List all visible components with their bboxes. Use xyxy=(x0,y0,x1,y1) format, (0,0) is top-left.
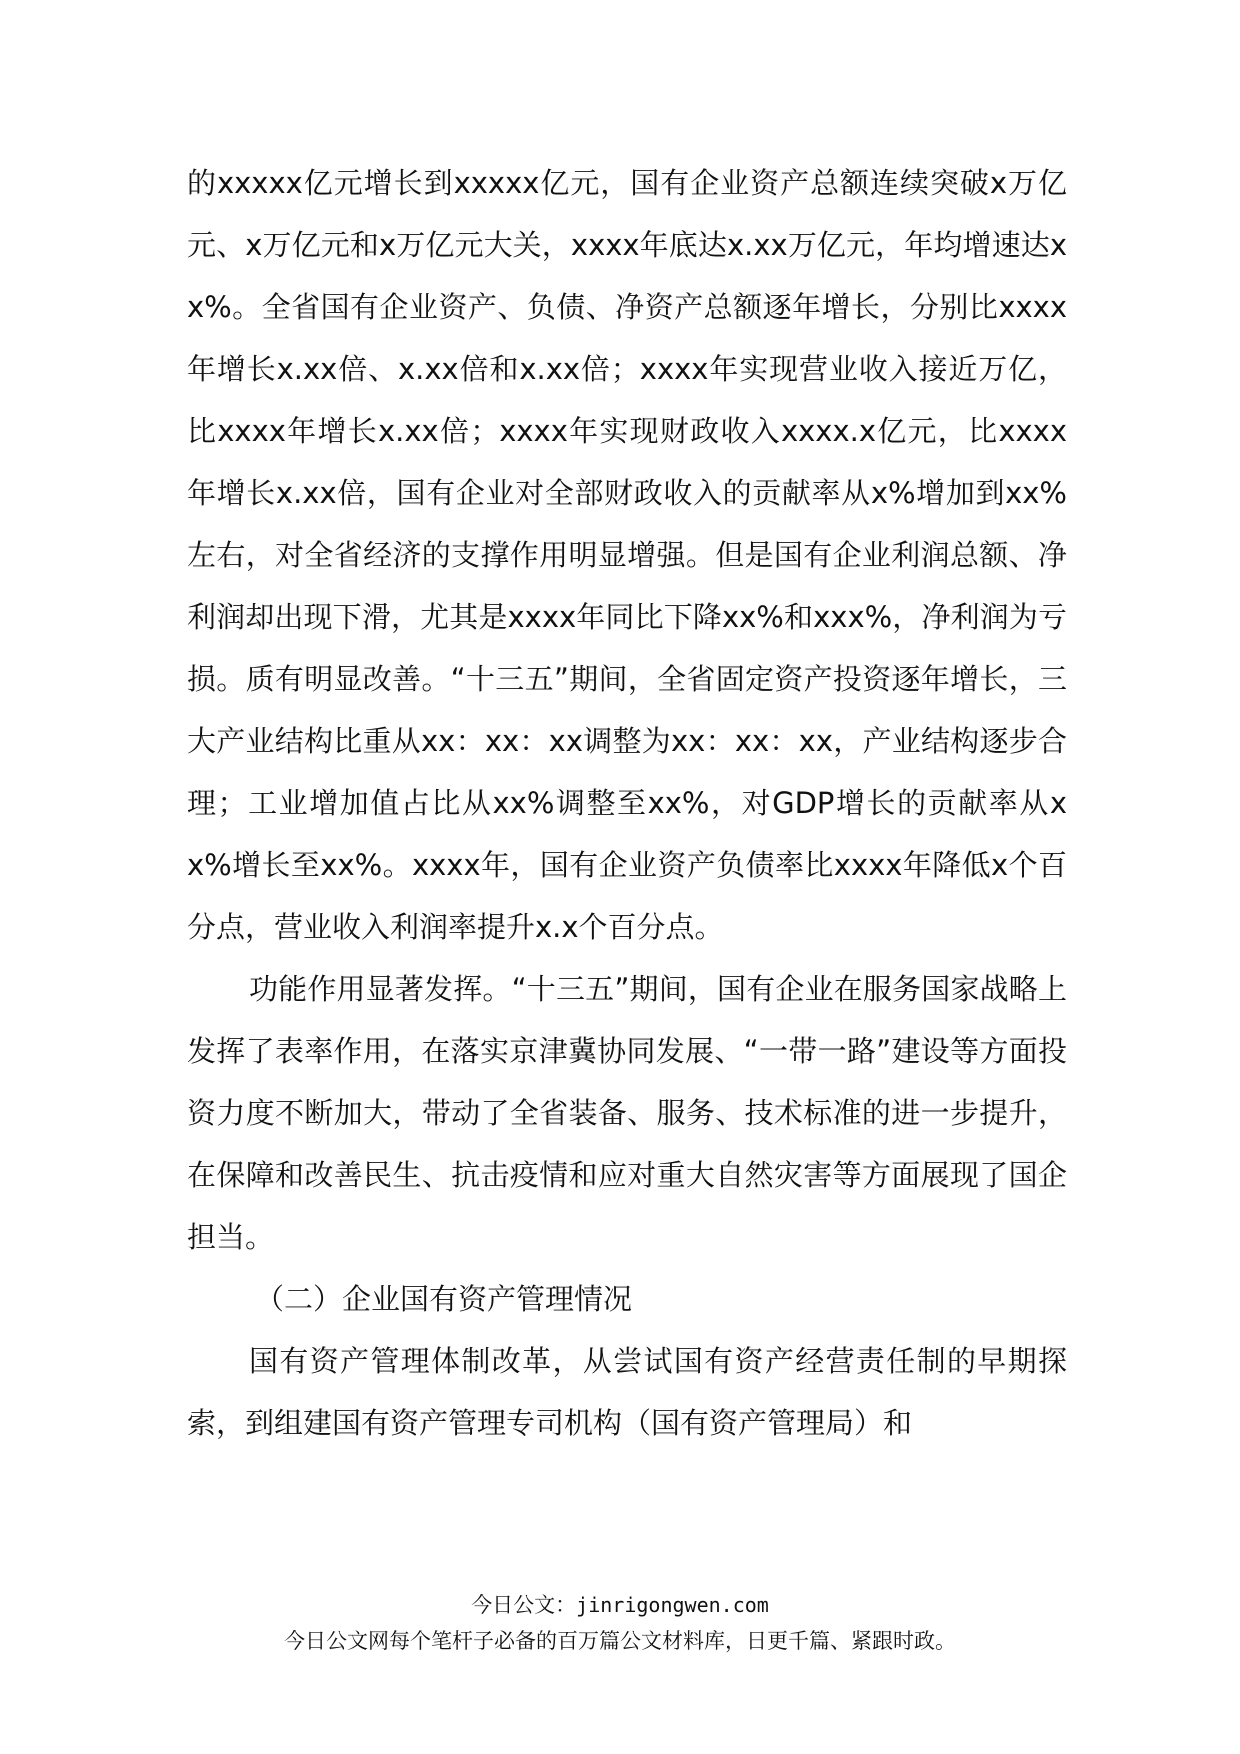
footer-slogan: 今日公文网每个笔杆子必备的百万篇公文材料库，日更千篇、紧跟时政。 xyxy=(284,1629,956,1653)
section-heading: （二）企业国有资产管理情况 xyxy=(255,1282,633,1316)
body-paragraph: 功能作用显著发挥。“十三五”期间，国有企业在服务国家战略上发挥了表率作用，在落实京津冀协同发展、“一带一路”建设等方面投资力度不断加大，带动了全省装备、服务、技术标准的进一步提升，在保障和改善民生、抗击疫情和应对重大自然灾害等方面展现了国企担当。 xyxy=(187,972,1067,1254)
footer-label: 今日公文： xyxy=(471,1593,577,1617)
body-paragraph: 的xxxxx亿元增长到xxxxx亿元，国有企业资产总额连续突破x万亿元、x万亿元和x万亿元大关，xxxx年底达x.xx万亿元，年均增速达xx%。全省国有企业资产、负债、净资产总额逐年增长，分别比xxxx年增长x.xx倍、x.xx倍和x.xx倍；xxxx年实现营业收入接近万亿，比xxxx年增长x.xx倍；xxxx年实现财政收入xxxx.x亿元，比xxxx年增长x.xx倍，国有企业对全部财政收入的贡献率从x%增加到xx%左右，对全省经济的支撑作用明显增强。但是国有企业利润总额、净利润却出现下滑，尤其是xxxx年同比下降xx%和xxx%，净利润为亏损。质有明显改善。“十三五”期间，全省固定资产投资逐年增长，三大产业结构比重从xx：xx：xx调整为xx：xx：xx，产业结构逐步合理；工业增加值占比从xx%调整至xx%，对GDP增长的贡献率从xx%增长至xx%。xxxx年，国有企业资产负债率比xxxx年降低x个百分点，营业收入利润率提升x.x个百分点。 xyxy=(187,166,1067,944)
document-body xyxy=(187,152,1067,1454)
footer-source xyxy=(0,1589,1240,1619)
footer-url[interactable]: jinrigongwen.com xyxy=(576,1593,769,1617)
body-paragraph: 国有资产管理体制改革，从尝试国有资产经营责任制的早期探索，到组建国有资产管理专司机构（国有资产管理局）和 xyxy=(187,1344,1067,1440)
